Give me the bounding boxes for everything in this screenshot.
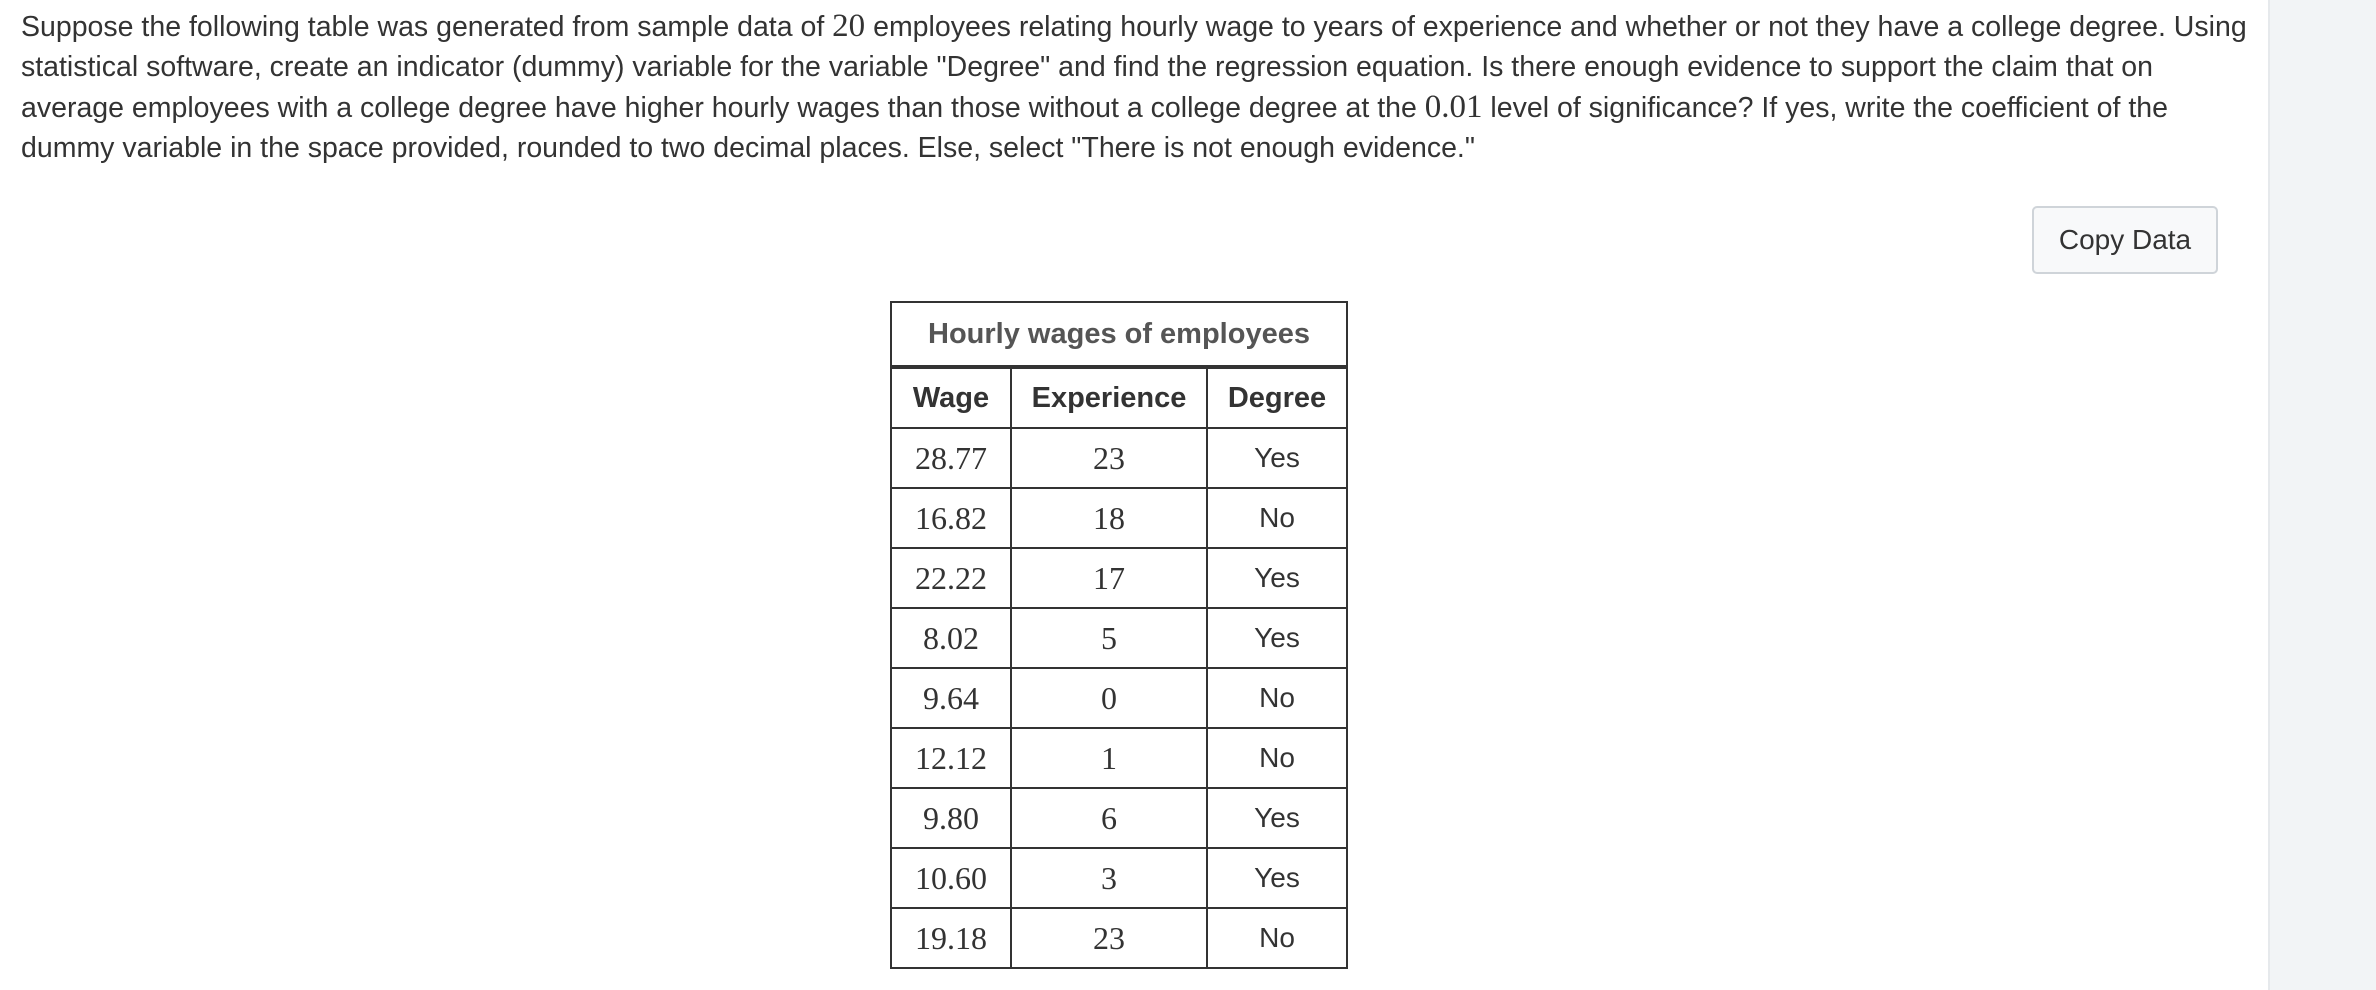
- question-text: [21, 6, 2261, 168]
- copy-data-button[interactable]: Copy Data: [2032, 206, 2218, 274]
- degree-cell: Yes: [1207, 548, 1347, 608]
- table-row: [891, 848, 1347, 908]
- table-row: [891, 428, 1347, 488]
- right-gutter-panel: [2268, 0, 2376, 990]
- significance-level-value: 0.01: [1424, 89, 1483, 125]
- table-row: [891, 728, 1347, 788]
- degree-cell: No: [1207, 728, 1347, 788]
- wage-cell: 8.02: [891, 608, 1011, 668]
- wage-cell: 10.60: [891, 848, 1011, 908]
- degree-cell: No: [1207, 668, 1347, 728]
- degree-cell: No: [1207, 908, 1347, 968]
- column-header-wage: Wage: [891, 367, 1011, 428]
- wage-cell: 9.80: [891, 788, 1011, 848]
- table-row: [891, 548, 1347, 608]
- experience-cell: 1: [1011, 728, 1207, 788]
- experience-cell: 3: [1011, 848, 1207, 908]
- table-header-row: [891, 367, 1347, 428]
- hourly-wages-table: [890, 301, 1348, 969]
- table-row: [891, 608, 1347, 668]
- degree-cell: Yes: [1207, 428, 1347, 488]
- table-row: [891, 668, 1347, 728]
- question-part-1: Suppose the following table was generated from sample data of: [21, 11, 833, 43]
- experience-cell: 5: [1011, 608, 1207, 668]
- table-caption: Hourly wages of employees: [890, 301, 1348, 365]
- experience-cell: 18: [1011, 488, 1207, 548]
- experience-cell: 23: [1011, 428, 1207, 488]
- table-row: [891, 788, 1347, 848]
- table-row: [891, 488, 1347, 548]
- question-part-2: employees relating hourly wage to years of experience and whether or not they have a college degree. Using statistical software, create an indicator (dummy) variable for the variable "Degree" and find the regression equation. Is there enough evidence to support the claim that on average employees with a college degree have higher hourly wages than those without a college degree at the: [21, 11, 2247, 124]
- column-header-experience: Experience: [1011, 367, 1207, 428]
- wage-cell: 12.12: [891, 728, 1011, 788]
- degree-cell: No: [1207, 488, 1347, 548]
- wage-cell: 16.82: [891, 488, 1011, 548]
- degree-cell: Yes: [1207, 608, 1347, 668]
- experience-cell: 17: [1011, 548, 1207, 608]
- wage-cell: 22.22: [891, 548, 1011, 608]
- degree-cell: Yes: [1207, 788, 1347, 848]
- experience-cell: 23: [1011, 908, 1207, 968]
- wage-cell: 19.18: [891, 908, 1011, 968]
- table-row: [891, 908, 1347, 968]
- question-part-3: level of significance? If yes, write the coefficient of the dummy variable in the space provided, rounded to two decimal places. Else, select "There is not enough evidence.": [21, 92, 2168, 164]
- column-header-degree: Degree: [1207, 367, 1347, 428]
- sample-size-value: 20: [832, 8, 866, 44]
- wage-cell: 28.77: [891, 428, 1011, 488]
- wage-cell: 9.64: [891, 668, 1011, 728]
- experience-cell: 6: [1011, 788, 1207, 848]
- degree-cell: Yes: [1207, 848, 1347, 908]
- experience-cell: 0: [1011, 668, 1207, 728]
